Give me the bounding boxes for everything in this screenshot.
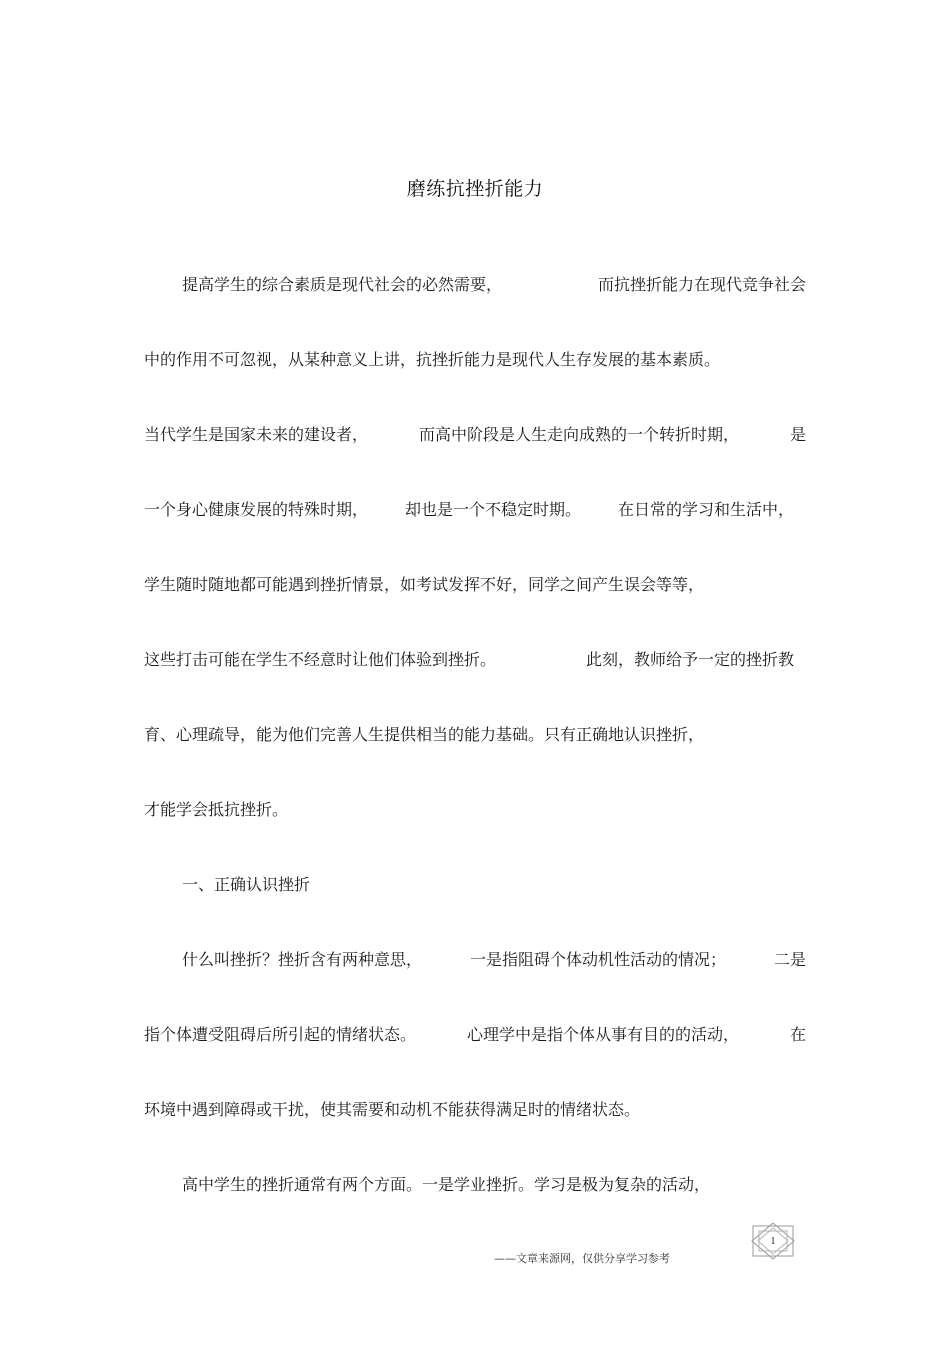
paragraph-line (182, 949, 806, 971)
text-segment: 指个体遭受阻碍后所引起的情绪状态。 (144, 1025, 417, 1044)
text-segment: 此刻，教师给予一定的挫折教 (585, 650, 794, 669)
page-number: 1 (770, 1236, 776, 1247)
section-heading: 一、正确认识挫折 (182, 875, 311, 894)
text-segment: 心理学中是指个体从事有目的的活动， (466, 1025, 739, 1044)
paragraph-line (144, 424, 806, 446)
paragraph-line (144, 499, 794, 521)
text-segment: 而抗挫折能力在现代竞争社会 (597, 275, 806, 294)
text-segment: 提高学生的综合素质是现代社会的必然需要， (182, 275, 503, 294)
page-number-badge (750, 1222, 796, 1260)
paragraph-line: 学生随时随地都可能遇到挫折情景，如考试发挥不好，同学之间产生误会等等， (144, 575, 705, 594)
text-segment: 在 (789, 1025, 806, 1044)
paragraph-line: 高中学生的挫折通常有两个方面。一是学业挫折。学习是极为复杂的活动， (182, 1175, 711, 1194)
text-segment: 二是 (773, 950, 806, 969)
text-segment: 一是指阻碍个体动机性活动的情况； (469, 950, 726, 969)
paragraph-line: 中的作用不可忽视，从某种意义上讲，抗挫折能力是现代人生存发展的基本素质。 (144, 350, 721, 369)
text-segment: 在日常的学习和生活中， (617, 500, 794, 519)
text-segment: 一个身心健康发展的特殊时期， (144, 500, 369, 519)
document-title: 磨练抗挫折能力 (406, 178, 544, 200)
text-segment: 什么叫挫折？挫折含有两种意思， (182, 950, 423, 969)
text-segment: 这些打击可能在学生不经意时让他们体验到挫折。 (144, 650, 497, 669)
text-segment: 而高中阶段是人生走向成熟的一个转折时期， (418, 425, 739, 444)
paragraph-line (144, 649, 794, 671)
footer-source-note: ——文章来源网，仅供分享学习参考 (494, 1252, 670, 1265)
paragraph-line (144, 1024, 806, 1046)
text-segment: 却也是一个不稳定时期。 (404, 500, 581, 519)
paragraph-line: 环境中遇到障碍或干扰，使其需要和动机不能获得满足时的情绪状态。 (144, 1100, 641, 1119)
paragraph-line: 育、心理疏导，能为他们完善人生提供相当的能力基础。只有正确地认识挫折， (144, 725, 705, 744)
paragraph-line (182, 274, 806, 296)
paragraph-line: 才能学会抵抗挫折。 (144, 800, 289, 819)
text-segment: 是 (789, 425, 806, 444)
text-segment: 当代学生是国家未来的建设者， (144, 425, 369, 444)
